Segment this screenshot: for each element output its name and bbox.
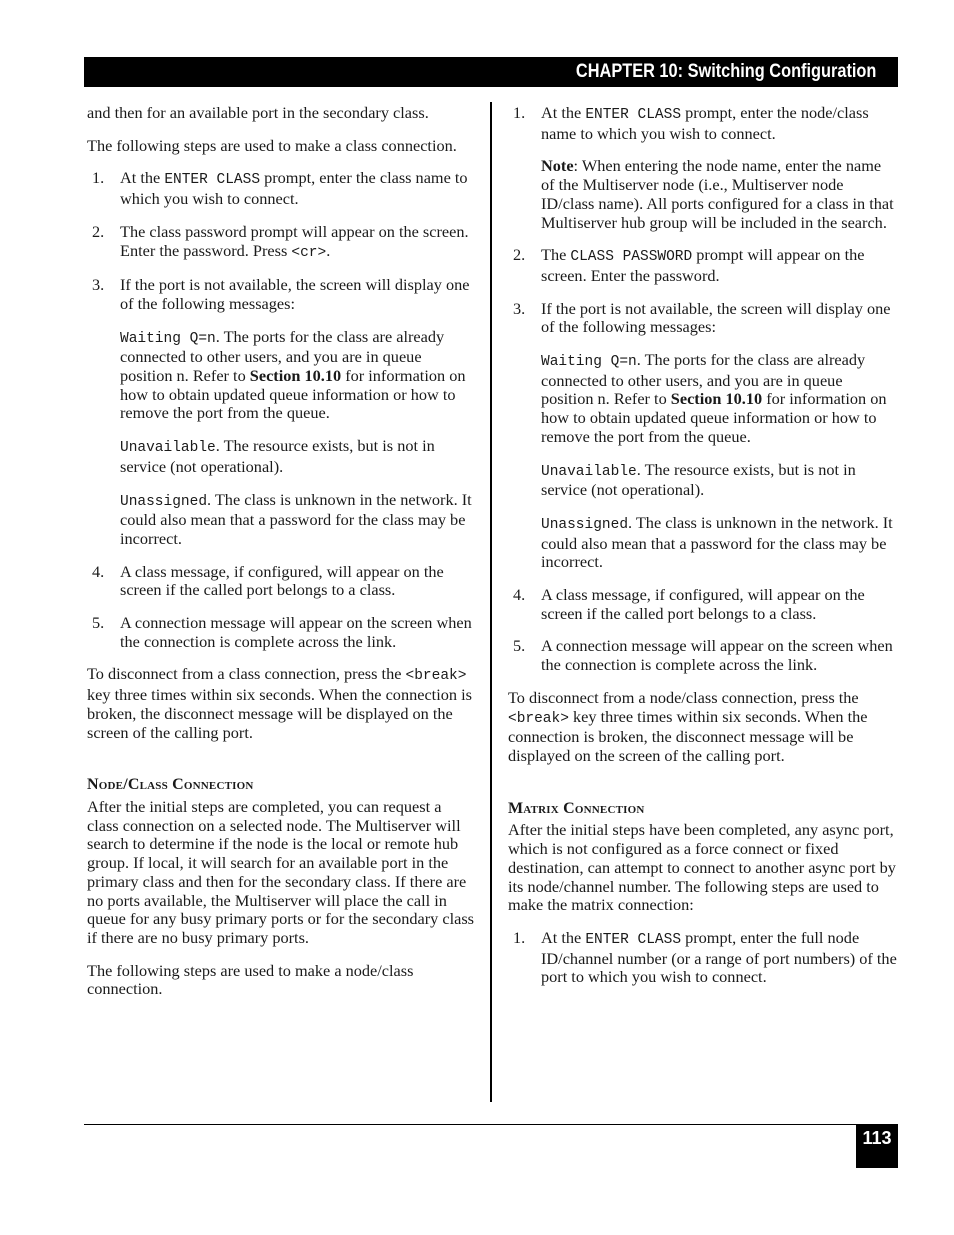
code-text: Unavailable [541, 463, 637, 480]
step-text: prompt, enter the class name to which you wish to connect. [120, 168, 468, 209]
message-text: . The ports for the class are already connected to other users, and you are in queue position n. Refer to [541, 350, 866, 409]
step-number: 3. [92, 275, 105, 295]
list-item [87, 223, 475, 262]
paragraph-text: To disconnect from a node/class connection, press the [508, 687, 859, 707]
chapter-header-bar [84, 57, 898, 87]
matrix-connection-steps [508, 929, 898, 987]
chapter-title: CHAPTER 10: Switching Configuration [575, 61, 876, 82]
page-number: 113 [856, 1124, 898, 1168]
code-text: <cr> [291, 244, 327, 261]
step-text: A class message, if configured, will appear on the screen if the called port belongs to a class. [120, 561, 444, 600]
step-text: At the [120, 168, 165, 188]
list-item [508, 637, 898, 674]
message-text: for information on how to obtain updated queue information or how to remove the port from the queue. [541, 389, 887, 446]
code-text: Unassigned [541, 516, 629, 533]
step-number: 4. [92, 561, 105, 581]
step-text: prompt, enter the node/class name to which you wish to connect. [541, 103, 869, 143]
step-text: If the port is not available, the screen will display one of the following messages: [541, 298, 891, 337]
column-divider [490, 102, 492, 1102]
code-text: Waiting Q=n [541, 354, 637, 371]
message-unavailable [541, 461, 898, 500]
step-text: prompt, enter the full node ID/channel number (or a range of port numbers) of the port to which you wish to connect. [541, 927, 897, 987]
message-unassigned [541, 514, 898, 572]
paragraph: The following steps are used to make a node/class connection. [87, 960, 414, 999]
message-waiting [120, 328, 475, 424]
step-text: A connection message will appear on the screen when the connection is complete across the link. [541, 636, 893, 675]
code-text: ENTER CLASS [585, 931, 682, 948]
section-reference: Section 10.10 [249, 366, 342, 386]
message-text: for information on how to obtain updated queue information or how to remove the port from the queue. [120, 366, 466, 423]
code-text: <break> [405, 668, 467, 685]
step-text: prompt will appear on the screen. Enter the password. [541, 245, 865, 285]
list-item [508, 246, 898, 285]
step-number: 1. [513, 927, 526, 947]
code-text: Unassigned [120, 493, 208, 510]
section-heading: Node/Class Connection [87, 776, 254, 794]
node-class-steps [508, 104, 898, 675]
step-number: 5. [513, 636, 526, 656]
disconnect-paragraph [508, 689, 898, 766]
paragraph-text: To disconnect from a class connection, press the [87, 664, 406, 684]
list-item [508, 300, 898, 572]
step-text: . [326, 240, 331, 260]
class-connection-steps [87, 169, 475, 651]
code-text: Waiting Q=n [120, 330, 216, 347]
code-text: <break> [508, 710, 569, 727]
list-item [508, 586, 898, 623]
right-column [508, 104, 898, 1001]
message-text: . The ports for the class are already connected to other users, and you are in queue position n. Refer to [120, 326, 445, 386]
list-item [87, 563, 475, 600]
footer-rule [84, 1124, 898, 1125]
step-text: A class message, if configured, will appear on the screen if the called port belongs to a class. [541, 585, 865, 623]
step-number: 4. [513, 585, 526, 605]
disconnect-paragraph [87, 665, 475, 742]
paragraph: and then for an available port in the secondary class. [87, 103, 429, 122]
list-item [87, 614, 475, 651]
list-item [87, 169, 475, 208]
list-item [508, 104, 898, 232]
note-text: : When entering the node name, enter the name of the Multiserver node (i.e., Multiserver node ID/class name). All ports configured for a class in that Multiserver hub group will be included in the search. [541, 156, 894, 232]
message-unavailable [120, 437, 475, 476]
code-text: Unavailable [120, 440, 216, 457]
paragraph-text: key three times within six seconds. When the connection is broken, the disconnect message will be displayed on the screen of the calling port. [508, 706, 868, 765]
note-label: Note [541, 156, 574, 176]
step-text: At the [541, 927, 586, 947]
step-text: If the port is not available, the screen will display one of the following messages: [120, 275, 470, 313]
left-column [87, 104, 475, 999]
paragraph: After the initial steps have been completed, any async port, which is not configured as a force connect or fixed destination, can attempt to connect to another async port by its node/channel number. The following steps are used to make the matrix connection: [508, 820, 896, 915]
step-number: 2. [513, 245, 526, 265]
message-text: . The resource exists, but is not in service (not operational). [120, 436, 435, 476]
step-number: 2. [92, 221, 105, 241]
list-item [508, 929, 898, 987]
code-text: ENTER CLASS [585, 107, 682, 123]
message-text: . The class is unknown in the network. It could also mean that a password for the class may be incorrect. [541, 512, 893, 572]
step-number: 1. [513, 103, 526, 122]
step-text: A connection message will appear on the screen when the connection is complete across the link. [120, 613, 472, 651]
paragraph: The following steps are used to make a class connection. [87, 135, 457, 155]
code-text: CLASS PASSWORD [570, 249, 693, 266]
step-number: 3. [513, 298, 526, 318]
section-heading: Matrix Connection [508, 799, 645, 817]
section-reference: Section 10.10 [670, 389, 763, 409]
message-waiting [541, 351, 898, 447]
message-text: . The resource exists, but is not in service (not operational). [541, 459, 856, 500]
paragraph: After the initial steps are completed, you can request a class connection on a selected node. The Multiserver will search to determine if the node is the local or remote hub group. If local, it will search for an available port in the primary class and then for the secondary class. If there are no ports available, the Multiserver will place the call in queue for any busy primary ports or for the secondary class if there are no busy primary ports. [87, 796, 475, 947]
message-text: . The class is unknown in the network. It could also mean that a password for the class may be incorrect. [120, 489, 472, 548]
code-text: ENTER CLASS [164, 172, 261, 189]
step-number: 1. [92, 168, 105, 188]
note [541, 157, 898, 232]
step-text: The class password prompt will appear on the screen. Enter the password. Press [120, 221, 469, 260]
step-text: The [541, 245, 571, 265]
step-number: 5. [92, 613, 105, 633]
message-unassigned [120, 491, 475, 549]
step-text: At the [541, 103, 586, 122]
paragraph-text: key three times within six seconds. When the connection is broken, the disconnect message will be displayed on the screen of the calling port. [87, 685, 472, 742]
list-item [87, 276, 475, 548]
